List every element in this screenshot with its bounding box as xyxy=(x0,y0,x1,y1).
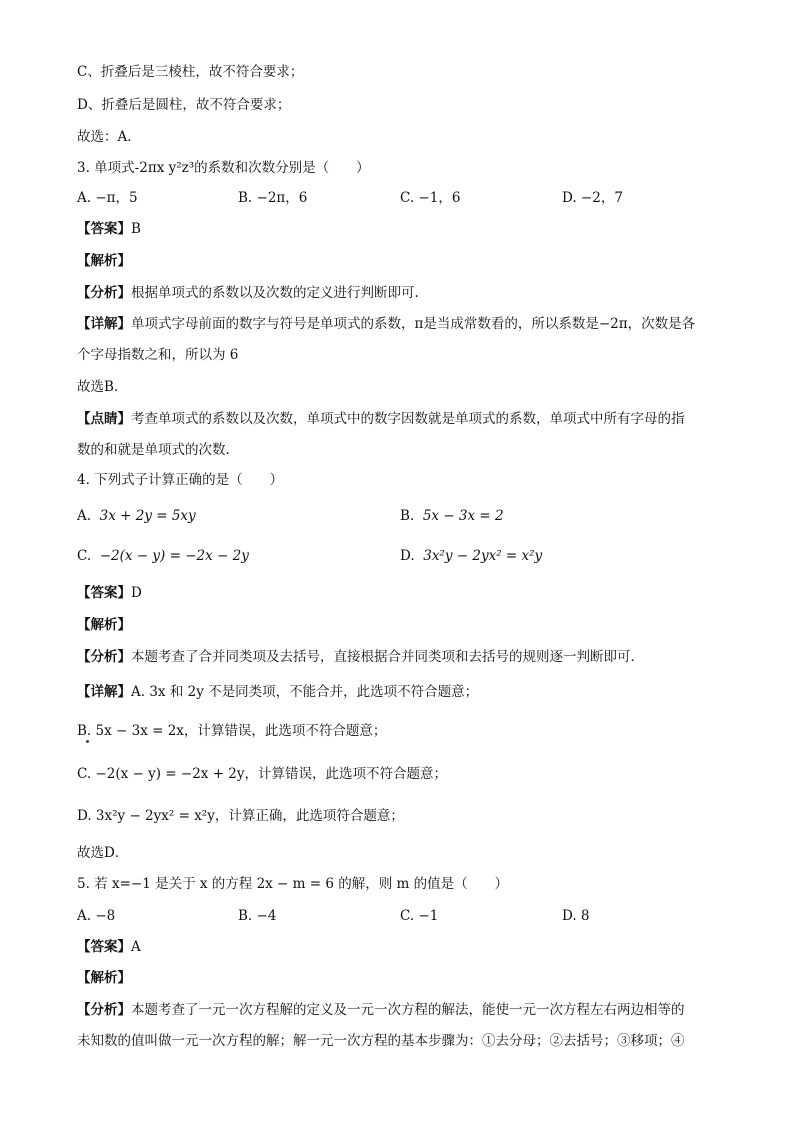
question-3: 3. 单项式-2πx y²z³的系数和次数分别是（ ） xyxy=(77,160,370,176)
answer-tag: 【答案】 xyxy=(77,221,131,237)
answer-line xyxy=(77,937,141,957)
analysis-heading: 【解析】 xyxy=(77,970,131,986)
detail-line xyxy=(77,314,695,334)
comment-line: 数的和就是单项式的次数. xyxy=(77,442,230,458)
answer-tag: 【答案】 xyxy=(77,939,131,955)
option-b xyxy=(400,506,504,526)
fenxi-text: 本题考查了合并同类项及去括号，直接根据合并同类项和去括号的规则逐一判断即可． xyxy=(131,649,644,665)
detail-line: C. −2(x − y) = −2x + 2y，计算错误，此选项不符合题意； xyxy=(77,766,448,782)
option-label: C. xyxy=(77,548,92,564)
option-formula: 5x − 3x = 2 xyxy=(422,508,504,524)
xiangjie-tag: 【详解】 xyxy=(77,684,131,700)
answer-line xyxy=(77,583,142,603)
option-c: C. −1 xyxy=(400,908,439,924)
detail-line: B. 5x − 3x = 2x，计算错误，此选项不符合题意； xyxy=(77,723,387,739)
question-5: 5. 若 x=−1 是关于 x 的方程 2x − m = 6 的解，则 m 的值是（ ） xyxy=(77,876,509,892)
option-a: A. −8 xyxy=(77,908,116,924)
answer-tag: 【答案】 xyxy=(77,585,131,601)
analysis-line xyxy=(77,283,419,303)
xiangjie-text: 单项式字母前面的数字与符号是单项式的系数，π是当成常数看的，所以系数是−2π，次数是各 xyxy=(131,316,696,332)
dianjing-tag: 【点睛】 xyxy=(77,411,131,427)
stray-dot xyxy=(86,740,89,743)
fenxi-tag: 【分析】 xyxy=(77,285,131,301)
answer-value: D xyxy=(131,585,142,601)
analysis-line: 未知数的值叫做一元一次方程的解；解一元一次方程的基本步骤为：①去分母；②去括号；③移项；④ xyxy=(77,1033,685,1049)
option-label: B. xyxy=(400,508,415,524)
analysis-heading: 【解析】 xyxy=(77,617,131,633)
option-formula: 3x + 2y = 5xy xyxy=(99,508,196,524)
option-b: B. −2π，6 xyxy=(238,190,308,206)
option-formula: 3x²y − 2yx² = x²y xyxy=(423,548,543,564)
answer-value: B xyxy=(131,221,141,237)
option-c xyxy=(77,546,249,566)
option-a: A. −π，5 xyxy=(77,190,138,206)
option-a xyxy=(77,506,196,526)
detail-line: 个字母指数之和，所以为 6 xyxy=(77,347,239,363)
fenxi-text: 根据单项式的系数以及次数的定义进行判断即可. xyxy=(131,285,419,301)
xiangjie-text: A. 3x 和 2y 不是同类项，不能合并，此选项不符合题意； xyxy=(131,684,479,700)
fenxi-tag: 【分析】 xyxy=(77,649,131,665)
analysis-line xyxy=(77,1000,685,1020)
answer-value: A xyxy=(131,939,141,955)
dianjing-text: 考查单项式的系数以及次数，单项式中的数字因数就是单项式的系数，单项式中所有字母的指 xyxy=(131,411,685,427)
option-d: D. 8 xyxy=(562,908,590,924)
option-label: D. xyxy=(400,548,415,564)
text-line: 故选：A． xyxy=(77,129,141,145)
xiangjie-tag: 【详解】 xyxy=(77,316,131,332)
detail-line xyxy=(77,682,478,702)
answer-line xyxy=(77,219,141,239)
option-d: D. −2，7 xyxy=(562,190,623,206)
question-4: 4. 下列式子计算正确的是（ ） xyxy=(77,472,284,488)
text-line: D、折叠后是圆柱，故不符合要求； xyxy=(77,97,291,113)
choose-line: 故选B. xyxy=(77,379,119,395)
option-label: A. xyxy=(77,508,92,524)
option-d xyxy=(400,546,542,566)
text-line: C、折叠后是三棱柱，故不符合要求； xyxy=(77,64,304,80)
fenxi-tag: 【分析】 xyxy=(77,1002,131,1018)
analysis-line xyxy=(77,647,644,667)
detail-line: D. 3x²y − 2yx² = x²y，计算正确，此选项符合题意； xyxy=(77,808,404,824)
option-b: B. −4 xyxy=(238,908,277,924)
option-c: C. −1，6 xyxy=(400,190,461,206)
choose-line: 故选D． xyxy=(77,845,129,861)
comment-line xyxy=(77,409,685,429)
option-formula: −2(x − y) = −2x − 2y xyxy=(99,548,249,564)
analysis-heading: 【解析】 xyxy=(77,253,131,269)
fenxi-text: 本题考查了一元一次方程解的定义及一元一次方程的解法，能使一元一次方程左右两边相等的 xyxy=(131,1002,685,1018)
